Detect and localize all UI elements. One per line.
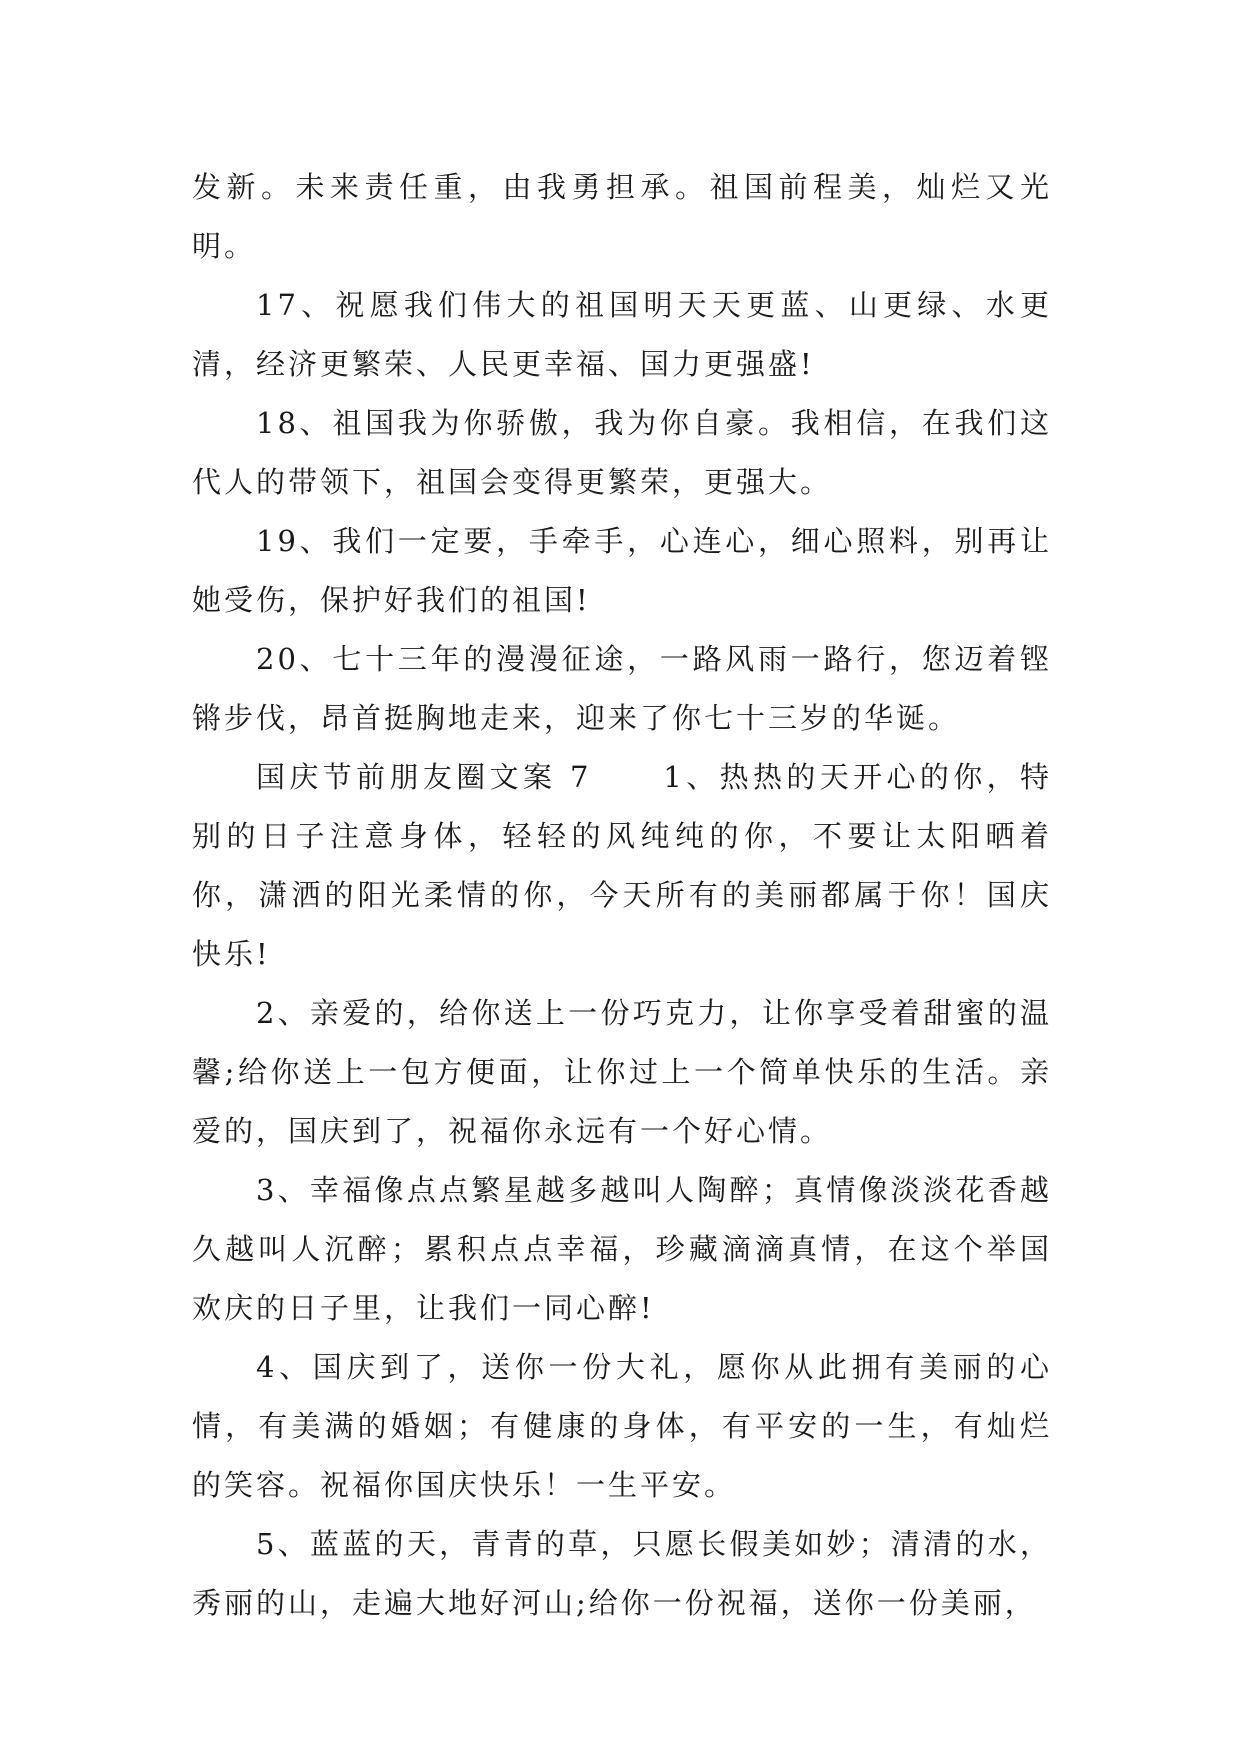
document-body	[192, 158, 1052, 1633]
paragraph: 20、七十三年的漫漫征途，一路风雨一路行，您迈着铿锵步伐，昂首挺胸地走来，迎来了你七十三岁的华诞。	[192, 642, 1052, 735]
paragraph: 2、亲爱的，给你送上一份巧克力，让你享受着甜蜜的温馨;给你送上一包方便面，让你过上一个简单快乐的生活。亲爱的，国庆到了，祝福你永远有一个好心情。	[192, 996, 1052, 1148]
paragraph: 3、幸福像点点繁星越多越叫人陶醉；真情像淡淡花香越久越叫人沉醉；累积点点幸福，珍藏滴滴真情，在这个举国欢庆的日子里，让我们一同心醉!	[192, 1173, 1052, 1325]
section-first-text: 1、热热的天开心的你，特别的日子注意身体，轻轻的风纯纯的你，不要让太阳晒着你，潇洒的阳光柔情的你，今天所有的美丽都属于你！国庆快乐!	[192, 760, 1052, 971]
paragraph: 发新。未来责任重，由我勇担承。祖国前程美，灿烂又光明。	[192, 170, 1052, 263]
section-paragraph	[192, 748, 1052, 984]
paragraph: 4、国庆到了，送你一份大礼，愿你从此拥有美丽的心情，有美满的婚姻；有健康的身体，有平安的一生，有灿烂的笑容。祝福你国庆快乐！一生平安。	[192, 1350, 1052, 1502]
paragraph: 17、祝愿我们伟大的祖国明天天更蓝、山更绿、水更清，经济更繁荣、人民更幸福、国力更强盛!	[192, 288, 1052, 381]
paragraph: 5、蓝蓝的天，青青的草，只愿长假美如妙；清清的水，秀丽的山，走遍大地好河山;给你一份祝福，送你一份美丽，	[192, 1527, 1052, 1620]
paragraph: 18、祖国我为你骄傲，我为你自豪。我相信，在我们这代人的带领下，祖国会变得更繁荣，更强大。	[192, 406, 1052, 499]
paragraph: 19、我们一定要，手牵手，心连心，细心照料，别再让她受伤，保护好我们的祖国!	[192, 524, 1052, 617]
section-heading: 国庆节前朋友圈文案 7	[256, 760, 592, 794]
